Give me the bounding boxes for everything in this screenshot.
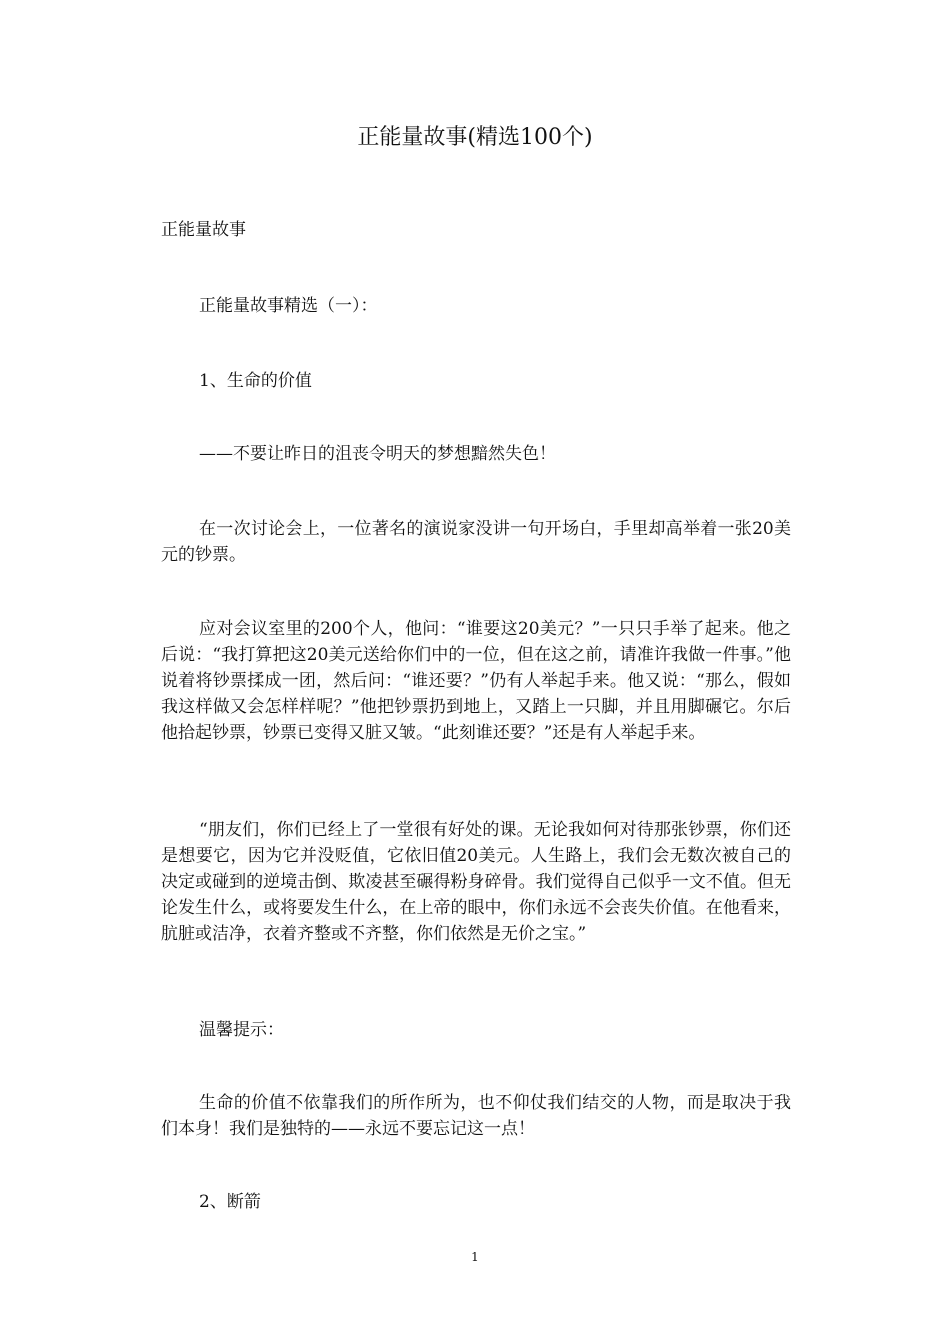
tip-label: 温馨提示： bbox=[199, 1020, 284, 1040]
page-number: 1 bbox=[471, 1250, 479, 1264]
document-subtitle: 正能量故事 bbox=[161, 220, 246, 240]
story-1-motto: ——不要让昨日的沮丧令明天的梦想黯然失色！ bbox=[199, 444, 556, 464]
document-title: 正能量故事(精选100个) bbox=[357, 125, 593, 150]
story-2-heading: 2、断箭 bbox=[199, 1192, 261, 1212]
story-1-paragraph-1: 在一次讨论会上，一位著名的演说家没讲一句开场白，手里却高举着一张20美元的钞票。 bbox=[161, 519, 791, 565]
story-1-paragraph-3: “朋友们，你们已经上了一堂很有好处的课。无论我如何对待那张钞票，你们还是想要它，因为它并没贬值，它依旧值20美元。人生路上，我们会无数次被自己的决定或碰到的逆境击倒、欺凌甚至碾得粉身碎骨。我们觉得自己似乎一文不值。但无论发生什么，或将要发生什么，在上帝的眼中，你们永远不会丧失价值。在他看来，肮脏或洁净，衣着齐整或不齐整，你们依然是无价之宝。” bbox=[161, 820, 791, 944]
section-heading: 正能量故事精选（一）： bbox=[199, 296, 378, 316]
tip-text: 生命的价值不依靠我们的所作所为，也不仰仗我们结交的人物，而是取决于我们本身！我们是独特的——永远不要忘记这一点！ bbox=[161, 1093, 791, 1139]
story-1-heading: 1、生命的价值 bbox=[199, 371, 312, 391]
story-1-paragraph-2: 应对会议室里的200个人，他问：“谁要这20美元？”一只只手举了起来。他之后说：“我打算把这20美元送给你们中的一位，但在这之前，请准许我做一件事。”他说着将钞票揉成一团，然后问：“谁还要？”仍有人举起手来。他又说：“那么，假如我这样做又会怎样样呢？”他把钞票扔到地上，又踏上一只脚，并且用脚碾它。尔后他拾起钞票，钞票已变得又脏又皱。“此刻谁还要？”还是有人举起手来。 bbox=[161, 619, 791, 743]
